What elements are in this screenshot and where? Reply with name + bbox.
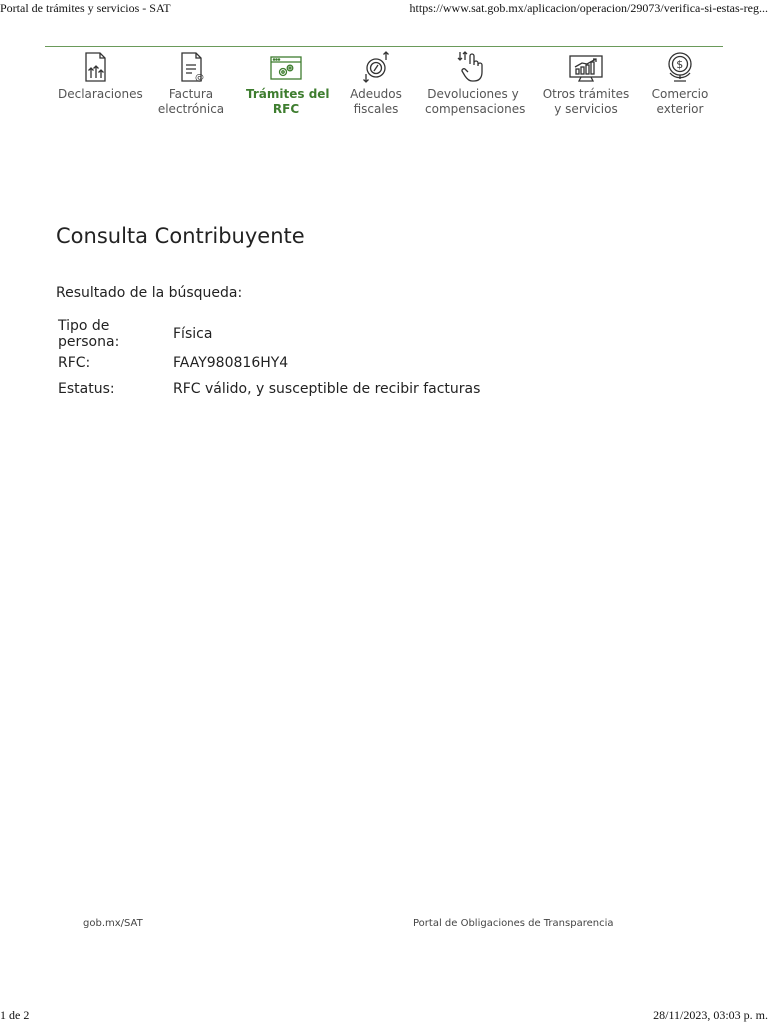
otros-tramites-icon — [569, 50, 603, 84]
svg-text:$: $ — [676, 58, 684, 71]
result-heading: Resultado de la búsqueda: — [56, 285, 243, 301]
tramites-rfc-icon — [269, 50, 303, 84]
nav-label-line1: Factura — [168, 87, 214, 101]
nav-label-line2: electrónica — [157, 102, 225, 116]
footer-link-transparencia[interactable]: Portal de Obligaciones de Transparencia — [413, 918, 614, 929]
row-label: Estatus: — [58, 381, 115, 397]
nav-item-adeudos-fiscales[interactable] — [341, 50, 411, 117]
nav-label-line1: Comercio — [651, 87, 709, 101]
nav-label-line1: Adeudos — [350, 87, 402, 101]
nav-item-declaraciones[interactable] — [58, 50, 143, 102]
adeudos-icon — [359, 50, 393, 84]
nav-label-line1: Trámites del — [246, 87, 330, 101]
table-row — [58, 350, 480, 376]
comercio-exterior-icon — [663, 50, 697, 84]
print-page-number: 1 de 2 — [0, 1008, 30, 1022]
devoluciones-icon — [456, 50, 490, 84]
nav-item-devoluciones[interactable] — [425, 50, 526, 117]
nav-label-line2: compensaciones — [425, 102, 526, 116]
table-row — [58, 318, 480, 350]
nav-label-line2: exterior — [656, 102, 704, 116]
nav-label-line1: Declaraciones — [58, 87, 143, 101]
print-datetime: 28/11/2023, 03:03 p. m. — [653, 1008, 768, 1022]
nav-item-tramites-rfc[interactable] — [246, 50, 330, 117]
nav-item-comercio-exterior[interactable] — [645, 50, 715, 117]
nav-label-line1: Otros trámites — [542, 87, 630, 101]
nav-label-line2: y servicios — [554, 102, 618, 116]
row-label: Tipo de persona: — [58, 318, 120, 350]
nav-item-factura-electronica[interactable] — [156, 50, 226, 117]
print-page-title: Portal de trámites y servicios - SAT — [0, 1, 171, 15]
nav-item-otros-tramites[interactable] — [541, 50, 631, 117]
footer-link-gobmx-sat[interactable]: gob.mx/SAT — [83, 918, 143, 929]
nav-label-line2: RFC — [272, 102, 300, 116]
nav-divider — [45, 46, 723, 47]
nav-label-line2: fiscales — [353, 102, 399, 116]
row-value: RFC válido, y susceptible de recibir facturas — [173, 381, 481, 397]
print-header — [0, 0, 768, 16]
table-row — [58, 376, 480, 402]
main-nav — [45, 50, 723, 130]
print-footer — [0, 1008, 768, 1024]
page-title: Consulta Contribuyente — [56, 224, 305, 249]
nav-label-line1: Devoluciones y — [427, 87, 519, 101]
factura-icon — [174, 50, 208, 84]
declaraciones-icon — [78, 50, 112, 84]
row-label: RFC: — [58, 355, 91, 371]
result-table — [58, 318, 480, 402]
svg-text:@: @ — [195, 73, 204, 83]
row-value: Física — [173, 326, 213, 342]
row-value: FAAY980816HY4 — [173, 355, 289, 371]
print-url: https://www.sat.gob.mx/aplicacion/operacion/29073/verifica-si-estas-reg... — [409, 1, 768, 15]
